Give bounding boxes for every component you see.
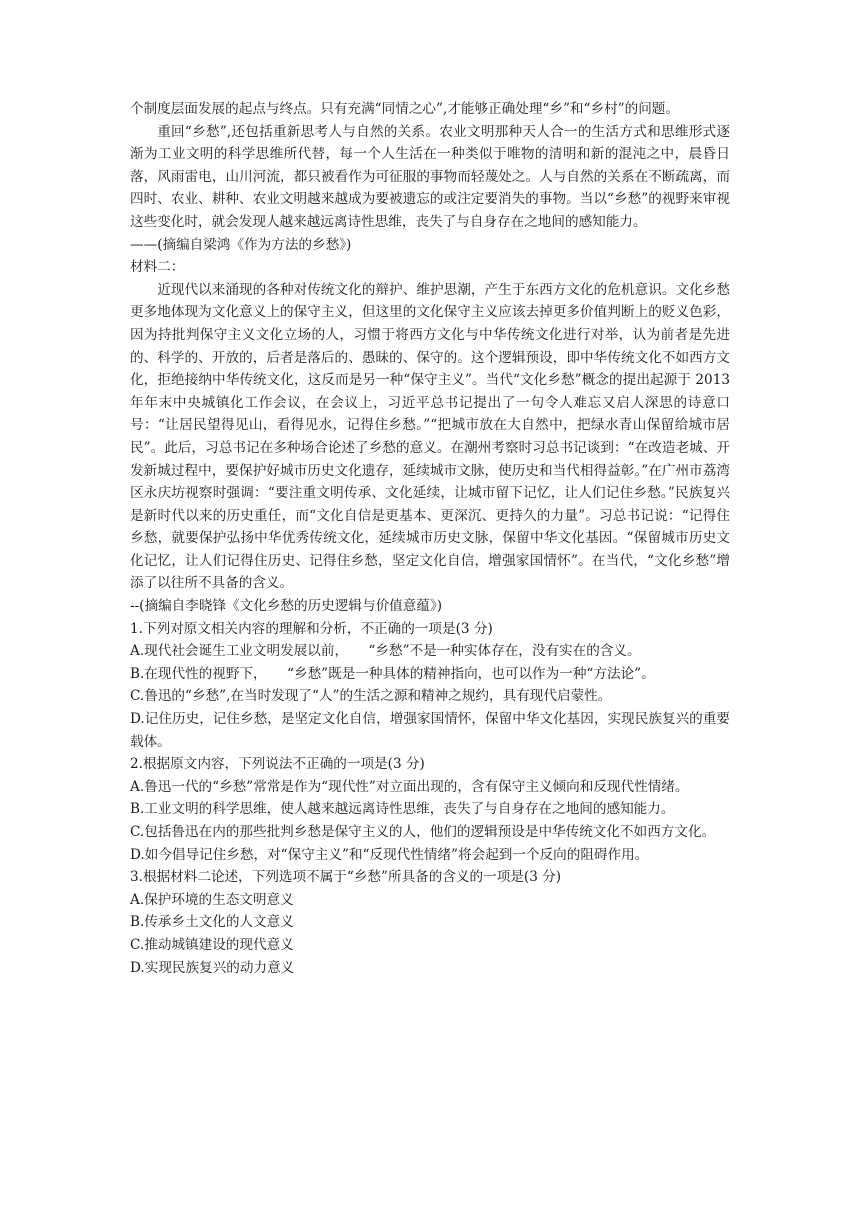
question-2 (130, 753, 730, 866)
document-page (130, 98, 730, 979)
option-c: C.包括鲁迅在内的那些批判乡愁是保守主义的人，他们的逻辑预设是中华传统文化不如西方文化。 (130, 824, 716, 840)
option-b: B.在现代性的视野下， “乡愁”既是一种具体的精神指向，也可以作为一种“方法论”。 (130, 665, 655, 682)
source-citation-2: --(摘编自李晓锋《文化乡愁的历史逻辑与价值意蕴》) (130, 598, 443, 615)
paragraph-material-2: 近现代以来涌现的各种对传统文化的辩护、维护思潮，产生于东西方文化的危机意识。文化乡愁更多地体现为文化意义上的保守主义，但这里的文化保守主义应该去掉更多价值判断上的贬义色彩，因为持批判保守主义文化立场的人，习惯于将西方文化与中华传统文化进行对举，认为前者是先进的、科学的、开放的，后者是落后的、愚昧的、保守的。这个逻辑预设，即中华传统文化不如西方文化，拒绝接纳中华传统文化，这反而是另一种“保守主义”。当代“文化乡愁”概念的提出起源于 2013 年年末中央城镇化工作会议，在会议上，习近平总书记提出了一句令人难忘又启人深思的诗意口号：“让居民望得见山，看得见水，记得住乡愁。”“把城市放在大自然中，把绿水青山保留给城市居民”。此后，习总书记在多种场合论述了乡愁的意义。在潮州考察时习总书记谈到：“在改造老城、开发新城过程中，要保护好城市历史文化遗存，延续城市文脉，使历史和当代相得益彰。”在广州市荔湾区永庆坊视察时强调：“要注重文明传承、文化延续，让城市留下记忆，让人们记住乡愁。”民族复兴是新时代以来的历史重任，而“文化自信是更基本、更深沉、更持久的力量”。习总书记说：“记得住乡愁，就要保护弘扬中华优秀传统文化，延续城市历史文脉，保留中华文化基因。“保留城市历史文化记忆，让人们记得住历史、记得住乡愁，坚定文化自信，增强家国情怀”。在当代，“文化乡愁”增添了以往所不具备的含义。 (130, 281, 730, 592)
option-b: B.工业文明的科学思维，使人越来越远离诗性思维，丧失了与自身存在之地间的感知能力。 (130, 801, 675, 818)
question-3 (130, 866, 730, 979)
option-a: A.现代社会诞生工业文明发展以前， “乡愁”不是一种实体存在，没有实在的含义。 (130, 643, 641, 660)
question-stem: 1.下列对原文相关内容的理解和分析，不正确的一项是(3 分) (130, 620, 493, 637)
question-stem: 2.根据原文内容，下列说法不正确的一项是(3 分) (130, 756, 425, 773)
option-a: A.鲁迅一代的“乡愁”常常是作为“现代性”对立面出现的，含有保守主义倾向和反现代性情绪。 (130, 778, 689, 795)
option-d: D.实现民族复兴的动力意义 (130, 959, 295, 976)
option-d: D.如今倡导记住乡愁，对“保守主义”和“反现代性情绪”将会起到一个反向的阻碍作用。 (130, 846, 649, 863)
option-d: D.记住历史，记住乡愁，是坚定文化自信，增强家国情怀，保留中华文化基因，实现民族复兴的重要载体。 (130, 711, 730, 750)
material-2-heading: 材料二： (130, 259, 185, 276)
option-b: B.传承乡土文化的人文意义 (130, 914, 294, 931)
option-c: C.推动城镇建设的现代意义 (130, 936, 294, 953)
question-1 (130, 618, 730, 754)
option-a: A.保护环境的生态文明意义 (130, 891, 294, 908)
option-c: C.鲁迅的“乡愁”,在当时发现了“人”的生活之源和精神之规约，具有现代启蒙性。 (130, 688, 612, 705)
paragraph-continuation: 个制度层面发展的起点与终点。只有充满“同情之心”,才能够正确处理“乡”和“乡村”的问题。 (130, 101, 679, 117)
question-stem: 3.根据材料二论述，下列选项不属于“乡愁”所具备的含义的一项是(3 分) (130, 869, 562, 886)
source-citation-1: ——(摘编自梁鸿《作为方法的乡愁》) (130, 236, 352, 253)
paragraph-nature: 重回“乡愁”,还包括重新思考人与自然的关系。农业文明那种天人合一的生活方式和思维形式逐渐为工业文明的科学思维所代替，每一个人生活在一种类似于唯物的清明和新的混沌之中，晨昏日落，风雨雷电，山川河流，都只被看作为可征服的事物而轻蔑处之。人与自然的关系在不断疏离，而四时、农业、耕种、农业文明越来越成为要被遗忘的或注定要消失的事物。当以“乡愁”的视野来审视这些变化时，就会发现人越来越远离诗性思维，丧失了与自身存在之地间的感知能力。 (130, 123, 730, 230)
